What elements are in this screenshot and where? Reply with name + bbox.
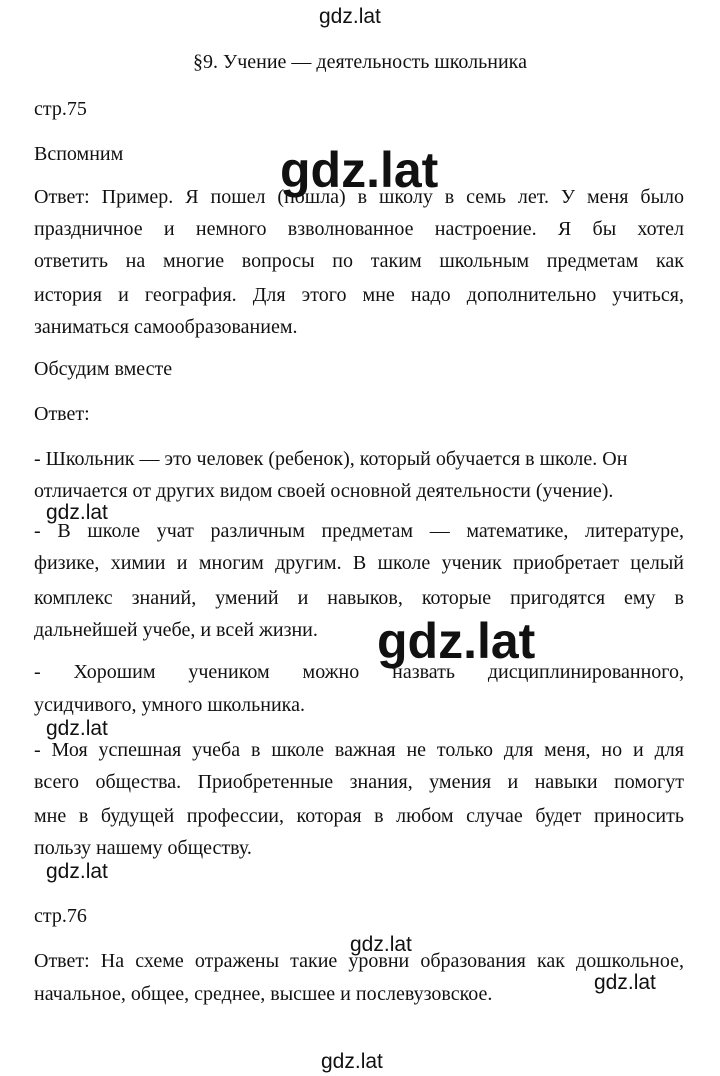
paragraph-line: комплекс знаний, умений и навыков, которые пригодятся ему в (34, 587, 684, 609)
watermark-text: gdz.lat (377, 613, 536, 669)
paragraph-line: заниматься самообразованием. (34, 316, 298, 338)
paragraph-line: усидчивого, умного школьника. (34, 694, 305, 716)
paragraph-line: история и география. Для этого мне надо дополнительно учиться, (34, 284, 684, 306)
watermark-text: gdz.lat (319, 5, 381, 28)
page-number-76: стр.76 (34, 905, 87, 927)
paragraph-line: всего общества. Приобретенные знания, умения и навыки помогут (34, 771, 684, 793)
answer-label: Ответ: (34, 403, 90, 425)
paragraph-line: Ответ: На схеме отражены такие уровни образования как дошкольное, (34, 950, 684, 972)
watermark-text: gdz.lat (280, 142, 439, 198)
paragraph-line: праздничное и немного взволнованное настроение. Я бы хотел (34, 218, 684, 240)
page-number-75: стр.75 (34, 98, 87, 120)
watermark-text: gdz.lat (594, 971, 656, 994)
paragraph-line: начальное, общее, среднее, высшее и послевузовское. (34, 983, 493, 1005)
section-heading-discuss: Обсудим вместе (34, 358, 173, 380)
paragraph-line: дальнейшей учебе, и всей жизни. (34, 619, 318, 641)
paragraph-line: пользу нашему обществу. (34, 837, 252, 859)
watermark-text: gdz.lat (46, 501, 108, 524)
paragraph-line: физике, химии и многим другим. В школе ученик приобретает целый (34, 552, 684, 574)
paragraph-line: - Хорошим учеником можно назвать дисциплинированного, (34, 661, 684, 683)
paragraph-line: Ответ: Пример. Я пошел (пошла) в школу в семь лет. У меня было (34, 186, 684, 208)
watermark-text: gdz.lat (46, 717, 108, 740)
paragraph-line: - Моя успешная учеба в школе важная не только для меня, но и для (34, 739, 684, 761)
page-title: §9. Учение — деятельность школьника (193, 51, 527, 73)
watermark-text: gdz.lat (350, 933, 412, 956)
paragraph-line: мне в будущей профессии, которая в любом случае будет приносить (34, 805, 684, 827)
paragraph-line: - Школьник — это человек (ребенок), который обучается в школе. Он (34, 448, 628, 470)
paragraph-line: отличается от других видом своей основной деятельности (учение). (34, 480, 614, 502)
paragraph-line: - В школе учат различным предметам — математике, литературе, (34, 520, 684, 542)
watermark-text: gdz.lat (321, 1050, 383, 1073)
section-heading-remember: Вспомним (34, 143, 124, 165)
paragraph-line: ответить на многие вопросы по таким школьным предметам как (34, 250, 684, 272)
watermark-text: gdz.lat (46, 860, 108, 883)
